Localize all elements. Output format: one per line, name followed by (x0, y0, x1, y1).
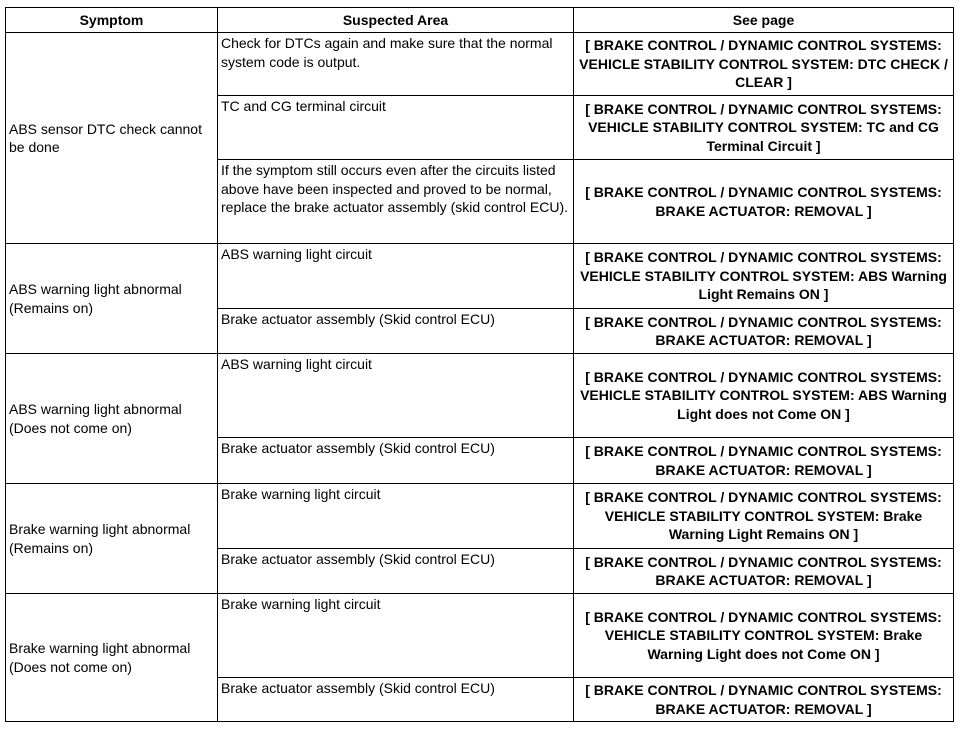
see-page-reference: [ BRAKE CONTROL / DYNAMIC CONTROL SYSTEMS: VEHICLE STABILITY CONTROL SYSTEM: ABS Warning Light does not Come ON ] (574, 354, 954, 438)
suspected-area-cell: Brake actuator assembly (Skid control ECU) (218, 309, 574, 354)
see-page-reference: [ BRAKE CONTROL / DYNAMIC CONTROL SYSTEMS: BRAKE ACTUATOR: REMOVAL ] (574, 309, 954, 354)
see-page-reference: [ BRAKE CONTROL / DYNAMIC CONTROL SYSTEMS: VEHICLE STABILITY CONTROL SYSTEM: Brake Warning Light does not Come ON ] (574, 594, 954, 678)
suspected-area-cell: Brake actuator assembly (Skid control ECU) (218, 549, 574, 594)
table-row (6, 484, 954, 549)
symptom-cell: ABS sensor DTC check cannot be done (6, 33, 218, 244)
header-symptom: Symptom (6, 8, 218, 33)
suspected-area-cell: Brake warning light circuit (218, 594, 574, 678)
see-page-reference: [ BRAKE CONTROL / DYNAMIC CONTROL SYSTEMS: VEHICLE STABILITY CONTROL SYSTEM: TC and CG Terminal Circuit ] (574, 96, 954, 160)
suspected-area-cell: If the symptom still occurs even after the circuits listed above have been inspected and proved to be normal, replace the brake actuator assembly (skid control ECU). (218, 160, 574, 244)
symptom-cell: Brake warning light abnormal (Remains on) (6, 484, 218, 594)
table-row (6, 33, 954, 96)
see-page-reference: [ BRAKE CONTROL / DYNAMIC CONTROL SYSTEMS: BRAKE ACTUATOR: REMOVAL ] (574, 678, 954, 722)
see-page-reference: [ BRAKE CONTROL / DYNAMIC CONTROL SYSTEMS: BRAKE ACTUATOR: REMOVAL ] (574, 160, 954, 244)
suspected-area-cell: Check for DTCs again and make sure that the normal system code is output. (218, 33, 574, 96)
suspected-area-cell: Brake actuator assembly (Skid control ECU) (218, 678, 574, 722)
header-see-page: See page (574, 8, 954, 33)
header-suspected-area: Suspected Area (218, 8, 574, 33)
suspected-area-cell: TC and CG terminal circuit (218, 96, 574, 160)
suspected-area-cell: Brake warning light circuit (218, 484, 574, 549)
see-page-reference: [ BRAKE CONTROL / DYNAMIC CONTROL SYSTEMS: BRAKE ACTUATOR: REMOVAL ] (574, 549, 954, 594)
symptom-cell: Brake warning light abnormal (Does not come on) (6, 594, 218, 722)
table-row (6, 594, 954, 678)
see-page-reference: [ BRAKE CONTROL / DYNAMIC CONTROL SYSTEMS: BRAKE ACTUATOR: REMOVAL ] (574, 438, 954, 484)
suspected-area-cell: ABS warning light circuit (218, 244, 574, 309)
symptom-cell: ABS warning light abnormal (Remains on) (6, 244, 218, 354)
see-page-reference: [ BRAKE CONTROL / DYNAMIC CONTROL SYSTEMS: VEHICLE STABILITY CONTROL SYSTEM: Brake Warning Light Remains ON ] (574, 484, 954, 549)
symptom-cell: ABS warning light abnormal (Does not come on) (6, 354, 218, 484)
suspected-area-cell: Brake actuator assembly (Skid control ECU) (218, 438, 574, 484)
suspected-area-cell: ABS warning light circuit (218, 354, 574, 438)
table-row (6, 354, 954, 438)
see-page-reference: [ BRAKE CONTROL / DYNAMIC CONTROL SYSTEMS: VEHICLE STABILITY CONTROL SYSTEM: ABS Warning Light Remains ON ] (574, 244, 954, 309)
table-row (6, 244, 954, 309)
see-page-reference: [ BRAKE CONTROL / DYNAMIC CONTROL SYSTEMS: VEHICLE STABILITY CONTROL SYSTEM: DTC CHECK / CLEAR ] (574, 33, 954, 96)
header-row (6, 8, 954, 33)
symptom-table (5, 7, 954, 722)
